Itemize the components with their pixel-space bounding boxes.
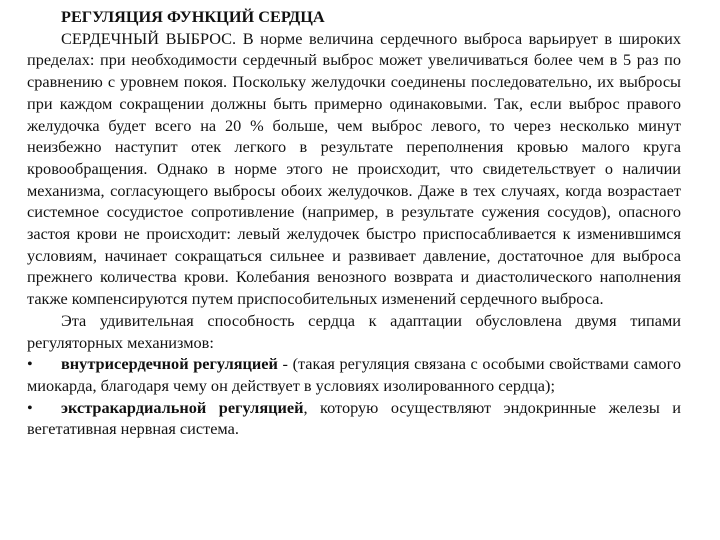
bullet-item-extracardiac	[27, 397, 681, 440]
bullet-term: экстракардиальной регуляцией	[61, 397, 304, 417]
bullet-icon: •	[27, 397, 33, 417]
document-page	[27, 6, 681, 440]
document-title: РЕГУЛЯЦИЯ ФУНКЦИЙ СЕРДЦА	[61, 7, 325, 26]
paragraph-adaptation: Эта удивительная способность сердца к адаптации обусловлена двумя типами регуляторных механизмов:	[27, 310, 681, 352]
paragraph-cardiac-output: СЕРДЕЧНЫЙ ВЫБРОС. В норме величина сердечного выброса варьирует в широких пределах: при необходимости сердечный выброс может увеличиваться более чем в 5 раз по сравнению с уровнем покоя. Поскольку желудочки соединены последовательно, их выбросы при каждом сокращении должны быть примерно одинаковыми. Так, если выброс правого желудочка будет всего на 20 % больше, чем выброс левого, то через несколько минут неизбежно наступит отек легкого в результате переполнения кровью малого круга кровообращения. Однако в норме этого не происходит, что свидетельствует о наличии механизма, согласующего выбросы обоих желудочков. Даже в тех случаях, когда возрастает системное сосудистое сопротивление (например, в результате сужения сосудов), опасного застоя крови не происходит: левый желудочек быстро приспосабливается к изменившимся условиям, начинает сокращаться сильнее и развивает давление, достаточное для выброса прежнего количества крови. Колебания венозного возврата и диастолического наполнения также компенсируются путем приспособительных изменений сердечного выброса.	[27, 28, 681, 309]
bullet-item-intracardiac	[27, 353, 681, 396]
bullet-icon: •	[27, 354, 33, 374]
bullet-text: , которую осуществляют эндокринные железы и вегетативная нервная система.	[27, 397, 681, 439]
bullet-term: внутрисердечной регуляцией	[61, 354, 278, 374]
bullet-text: - (такая регуляция связана с особыми свойствами самого миокарда, благодаря чему он действует в условиях изолированного сердца);	[27, 354, 681, 395]
